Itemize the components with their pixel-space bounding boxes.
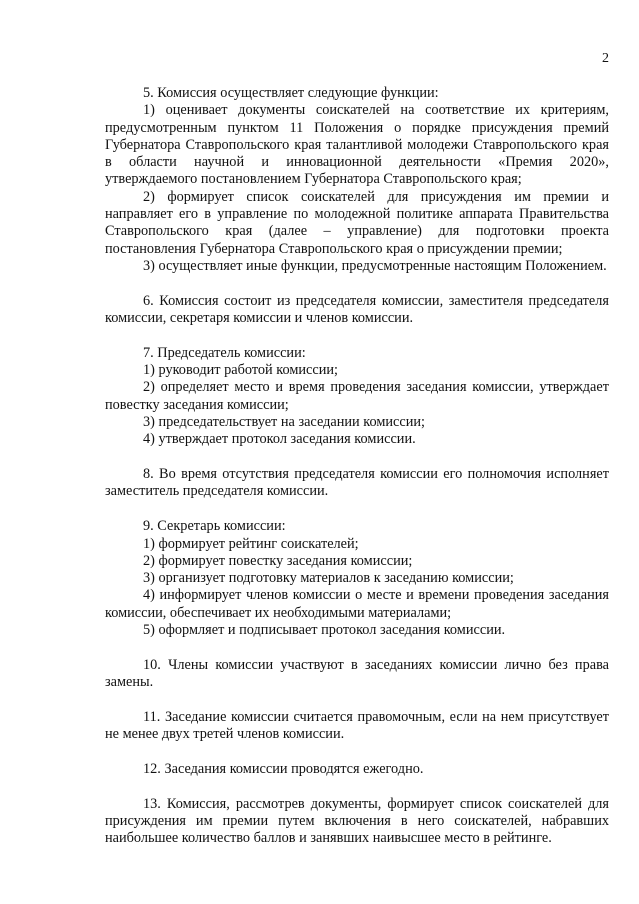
paragraph-spacer: [105, 449, 609, 467]
section-heading: 7. Председатель комиссии:: [143, 344, 306, 361]
list-item: 5) оформляет и подписывает протокол заседания комиссии.: [143, 622, 506, 639]
paragraph-spacer: [105, 501, 609, 519]
list-item: 3) председательствует на заседании комиссии;: [143, 414, 426, 431]
section-10: [105, 657, 609, 692]
section-heading: 11. Заседание комиссии считается правомочным, если на нем присутствует не менее двух третей членов комиссии.: [105, 708, 609, 743]
section-12: [105, 761, 609, 778]
section-heading: 10. Члены комиссии участвуют в заседаниях комиссии лично без права замены.: [105, 656, 609, 691]
paragraph-spacer: [105, 327, 609, 345]
list-item: 4) информирует членов комиссии о месте и времени проведения заседания комиссии, обеспечивает их необходимыми материалами;: [105, 587, 609, 621]
section-heading: 13. Комиссия, рассмотрев документы, формирует список соискателей для присуждения им премии путем включения в него соискателей, набравших наибольшее количество баллов и занявших наивысшее место в рейтинге.: [105, 795, 609, 847]
list-item: 3) организует подготовку материалов к заседанию комиссии;: [143, 570, 514, 587]
paragraph-spacer: [105, 744, 609, 762]
paragraph-spacer: [105, 275, 609, 293]
list-item: 3) осуществляет иные функции, предусмотренные настоящим Положением.: [143, 257, 607, 274]
document-body: [105, 85, 609, 848]
section-9: [105, 518, 609, 639]
paragraph-spacer: [105, 691, 609, 709]
section-heading: 6. Комиссия состоит из председателя комиссии, заместителя председателя комиссии, секретаря комиссии и членов комиссии.: [105, 292, 609, 327]
list-item: 2) формирует повестку заседания комиссии;: [143, 552, 413, 569]
section-heading: 8. Во время отсутствия председателя комиссии его полномочия исполняет заместитель председателя комиссии.: [105, 466, 609, 500]
section-5: [105, 85, 609, 275]
list-item: 2) формирует список соискателей для присуждения им премии и направляет его в управление по молодежной политике аппарата Правительства Ставропольского края (далее – управление) для подготовки проекта постановления Губернатора Ставропольского края о присуждении премии;: [105, 188, 609, 257]
list-item: 1) оценивает документы соискателей на соответствие их критериям, предусмотренным пунктом 11 Положения о порядке присуждения премий Губернатора Ставропольского края талантливой молодежи Ставропольского края в области научной и инновационной деятельности «Премия 2020», утверждаемого постановлением Губернатора Ставропольского края;: [105, 102, 609, 188]
section-7: [105, 345, 609, 449]
page-number: 2: [602, 51, 609, 66]
section-heading: 5. Комиссия осуществляет следующие функции:: [143, 85, 439, 101]
list-item: 4) утверждает протокол заседания комиссии.: [143, 431, 416, 448]
list-item: 2) определяет место и время проведения заседания комиссии, утверждает повестку заседания комиссии;: [105, 379, 609, 413]
section-11: [105, 709, 609, 744]
section-13: [105, 796, 609, 848]
section-6: [105, 293, 609, 328]
section-heading: 12. Заседания комиссии проводятся ежегодно.: [143, 761, 424, 777]
list-item: 1) руководит работой комиссии;: [143, 362, 339, 379]
section-8: [105, 466, 609, 501]
list-item: 1) формирует рейтинг соискателей;: [143, 535, 359, 552]
paragraph-spacer: [105, 778, 609, 796]
section-heading: 9. Секретарь комиссии:: [143, 518, 286, 535]
paragraph-spacer: [105, 639, 609, 657]
